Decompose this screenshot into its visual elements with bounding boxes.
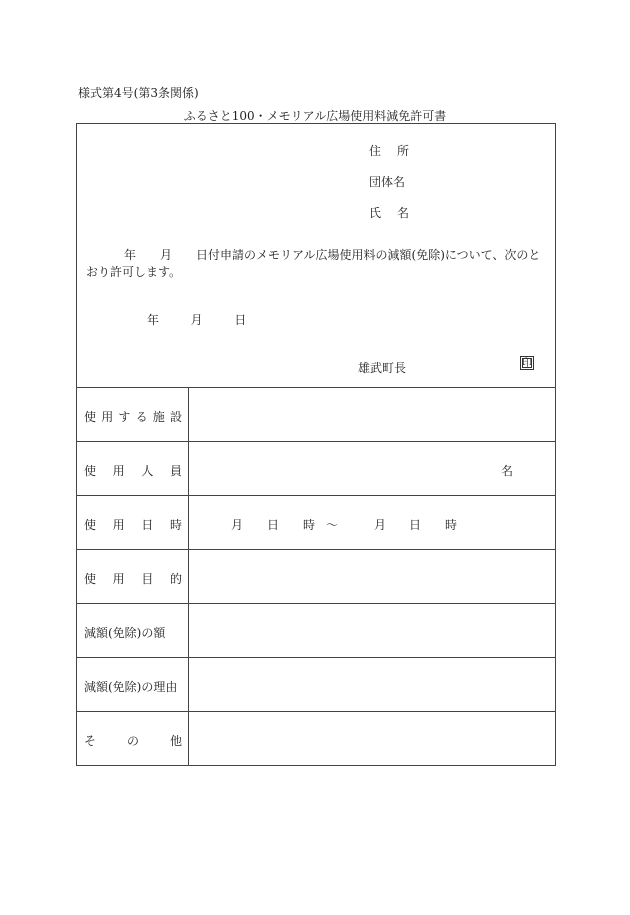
headcount-value-cell[interactable] [189,442,555,495]
facility-value-cell[interactable] [189,388,555,441]
issuer-title: 雄武町長 [358,361,407,375]
start-month: 月 [231,518,244,532]
form-number: 様式第4号(第3条関係) [78,86,199,100]
row-other [77,712,555,766]
date-day: 日 [234,313,247,327]
row-datetime [77,496,555,550]
address-label: 住所 [369,144,426,158]
name-label: 氏名 [369,206,426,220]
date-month: 月 [190,313,203,327]
row-label: 減額(免除)の額 [84,626,166,640]
row-label: 減額(免除)の理由 [84,680,178,694]
range-tilde: ～ [326,518,339,532]
reduction-reason-value-cell[interactable] [189,658,555,711]
reduction-amount-value-cell[interactable] [189,604,555,657]
other-value-cell[interactable] [189,712,555,766]
row-label: そ の 他 [84,734,182,748]
row-label: 使 用 日 時 [84,518,182,532]
row-purpose [77,550,555,604]
row-label: 使 用 人 員 [84,464,182,478]
end-month: 月 [374,518,387,532]
start-day: 日 [267,518,280,532]
purpose-value-cell[interactable] [189,550,555,603]
row-reduction-reason [77,658,555,712]
row-label: 使 用 目 的 [84,572,182,586]
row-label: 使 用 す る 施 設 [84,410,182,424]
permit-body-text: 年 月 日付申請のメモリアル広場使用料の減額(免除)について、次のとおり許可します。 [86,248,541,279]
permit-header-block [77,124,555,388]
row-reduction-amount [77,604,555,658]
row-facility [77,388,555,442]
datetime-value-cell[interactable] [189,496,555,549]
end-day: 日 [409,518,422,532]
document-title: ふるさと100・メモリアル広場使用料減免許可書 [183,109,447,123]
start-hour: 時 [303,518,316,532]
row-headcount [77,442,555,496]
headcount-unit: 名 [500,464,513,478]
date-year: 年 [147,313,160,327]
permit-form [76,123,556,766]
end-hour: 時 [445,518,458,532]
seal-mark: 印 [522,358,532,369]
group-name-label: 団体名 [369,175,406,189]
permit-date-line [147,311,246,328]
